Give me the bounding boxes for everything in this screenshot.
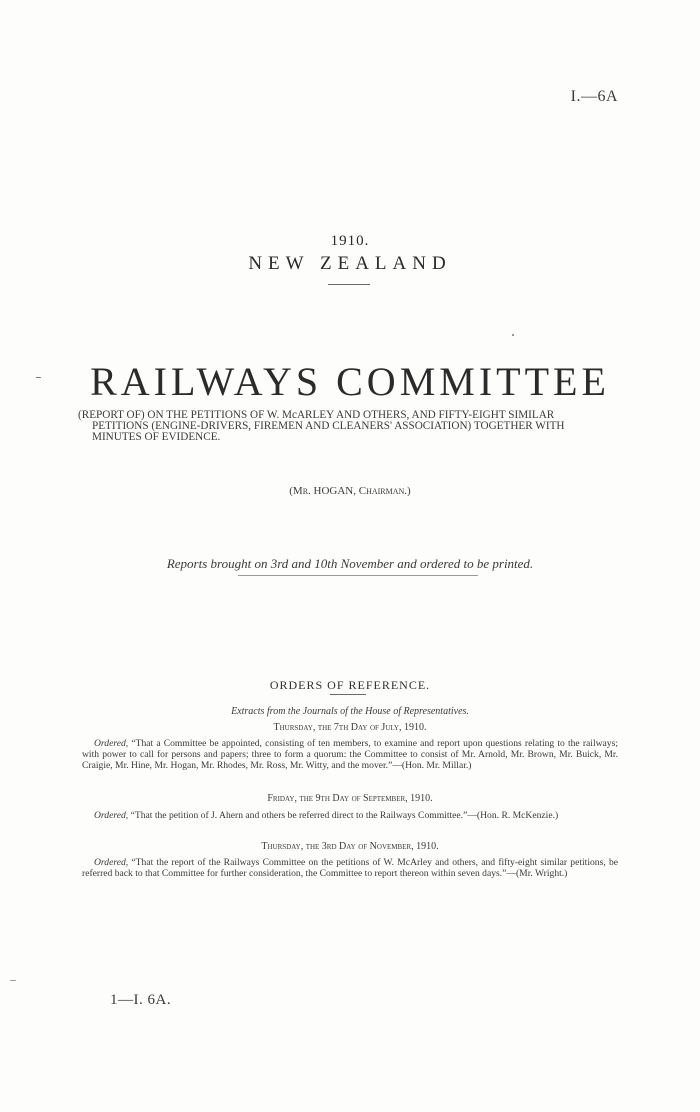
document-reference: I.—6A	[570, 88, 618, 105]
print-speck	[512, 334, 514, 336]
country-heading: NEW ZEALAND	[248, 253, 452, 274]
subtitle-line: MINUTES OF EVIDENCE.	[92, 431, 221, 443]
reports-line: Reports brought on 3rd and 10th November and ordered to be printed.	[166, 556, 534, 571]
footer-page-reference: 1—I. 6A.	[110, 992, 172, 1008]
extracts-caption: Extracts from the Journals of the House of Representatives.	[231, 706, 469, 717]
entry-date: Thursday, the 7th Day of July, 1910.	[273, 722, 427, 733]
main-title: RAILWAYS COMMITTEE	[90, 359, 610, 404]
order-text: “That a Committee be appointed, consisting of ten members, to examine and report upon questions relating to the railways; with power to call for persons and papers; three to form a quorum: the Committee to consist of Mr. Arnold, Mr. Brown, Mr. Buick, Mr. Craigie, Mr. Hine, Mr. Hogan, Mr. Rhodes, Mr. Ross, Mr. Witty, and the mover.”—(Hon. Mr. Millar.)	[82, 738, 619, 771]
subtitle-line: (REPORT OF) ON THE PETITIONS OF W. McARLEY AND OTHERS, AND FIFTY-EIGHT SIMILAR	[78, 409, 555, 421]
title-divider	[328, 284, 370, 285]
entry-date: Friday, the 9th Day of September, 1910.	[267, 793, 433, 804]
subtitle-line: PETITIONS (ENGINE-DRIVERS, FIREMEN AND CLEANERS' ASSOCIATION) TOGETHER WITH	[92, 420, 565, 432]
print-speck	[10, 980, 16, 981]
chairman-line	[0, 485, 700, 497]
reports-underline	[238, 575, 478, 576]
order-text: “That the petition of J. Ahern and others be referred direct to the Railways Committee.”—(Hon. R. McKenzie.)	[130, 810, 559, 821]
year: 1910.	[330, 233, 370, 249]
subtitle	[78, 410, 618, 443]
orders-heading: ORDERS OF REFERENCE.	[269, 678, 431, 692]
orders-divider	[330, 694, 366, 695]
order-paragraph	[82, 857, 618, 879]
order-paragraph	[82, 810, 618, 821]
order-text: “That the report of the Railways Committee on the petitions of W. McArley and others, and fifty-eight similar petitions, be referred back to that Committee for further consideration, the Committee to report thereon within seven days.”—(Mr. Wright.)	[82, 857, 619, 879]
chairman-text: (Mr. HOGAN, Chairman.)	[289, 485, 411, 497]
order-paragraph	[82, 738, 618, 771]
entry-date: Thursday, the 3rd Day of November, 1910.	[261, 841, 439, 852]
order-lead: Ordered,	[94, 810, 131, 821]
order-lead: Ordered,	[94, 857, 132, 868]
order-lead: Ordered,	[94, 738, 132, 749]
